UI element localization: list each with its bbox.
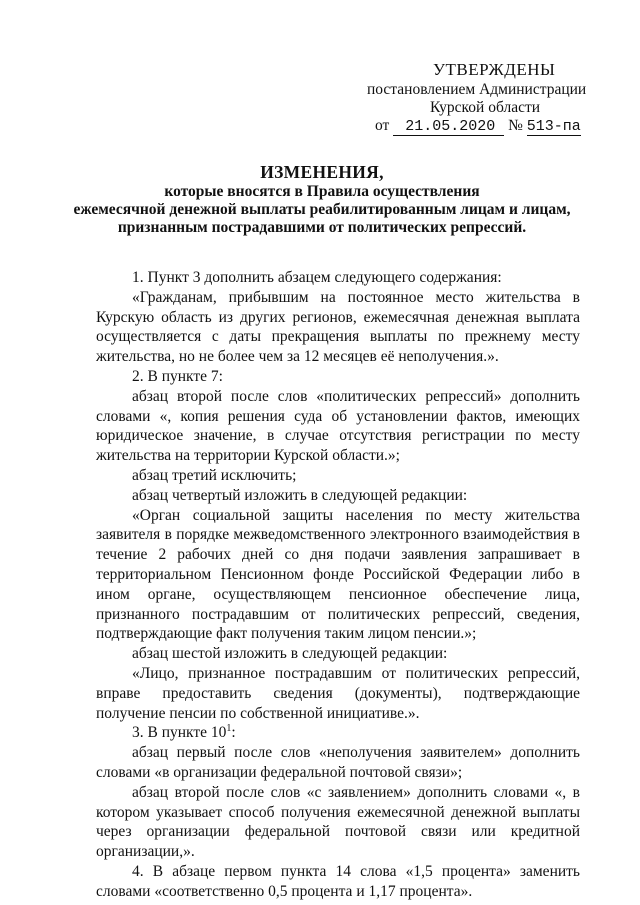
title-line-3: признанным пострадавшими от политических репрессий. (117, 219, 527, 236)
paragraph: «Орган социальной защиты населения по месту жительства заявителя в порядке межведомственного электронного взаимодействия в течение 2 рабочих дней со дня подачи заявления запрашивает в территориальном Пенсионном фонде Российской Федерации либо в ином органе, осуществляющем пенсионное обеспечение лица, признанного пострадавшим от политических репрессий, сведения, подтверждающие факт получения таким лицом пенсии.»; (96, 506, 580, 643)
paragraph: 4. В абзаце первом пункта 14 слова «1,5 процента» заменить словами «соответственно 0,5 процента и 1,17 процента». (96, 862, 580, 900)
item3-suffix: : (231, 724, 236, 742)
approval-number: 513-па (526, 118, 581, 135)
date-prefix: от (375, 117, 390, 134)
item3-superscript: 1 (226, 723, 232, 735)
approval-heading: УТВЕРЖДЕНЫ (433, 60, 556, 79)
paragraph: «Лицо, признанное пострадавшим от политических репрессий, вправе предоставить сведения (документы), подтверждающие получение пенсии по собственной инициативе.». (96, 664, 580, 722)
paragraph: абзац шестой изложить в следующей редакции: (132, 645, 448, 663)
paragraph: абзац четвертый изложить в следующей редакции: (132, 486, 468, 504)
title-line-2: ежемесячной денежной выплаты реабилитированным лицам и лицам, (73, 201, 571, 218)
document-title (60, 161, 584, 237)
title-main: ИЗМЕНЕНИЯ, (260, 162, 384, 182)
approval-date: 21.05.2020 (393, 119, 504, 136)
approval-date-line (375, 117, 581, 136)
item3-prefix: 3. В пункте 10 (132, 724, 227, 742)
paragraph: абзац второй после слов «с заявлением» дополнить словами «, в котором указывает способ получения ежемесячной денежной выплаты через организации федеральной почтовой связи или кредитной организации,». (96, 783, 580, 861)
document-body (96, 268, 580, 902)
approval-line-2: Курской области (430, 99, 541, 116)
number-prefix: № (508, 117, 523, 134)
paragraph: 2. В пункте 7: (132, 367, 223, 385)
paragraph: абзац первый после слов «неполучения заявителем» дополнить словами «в организации федеральной почтовой связи»; (96, 744, 580, 781)
title-line-1: которые вносятся в Правила осуществления (164, 183, 480, 200)
paragraph: 1. Пункт 3 дополнить абзацем следующего содержания: (132, 269, 502, 286)
paragraph: абзац второй после слов «политических репрессий» дополнить словами «, копия решения суда об установлении фактов, имеющих юридическое значение, в случае отсутствия регистрации по месту жительства на территории Курской области.»; (96, 387, 580, 465)
paragraph: «Гражданам, прибывшим на постоянное место жительства в Курскую область из других регионов, ежемесячная денежная выплата осуществляется с даты прекращения выплаты по прежнему месту жительства, но не более чем за 12 месяцев её неполучения.». (96, 288, 580, 366)
approval-line-1: постановлением Администрации (367, 81, 587, 98)
paragraph-item-3 (96, 723, 580, 743)
paragraph: абзац третий исключить; (132, 466, 297, 484)
